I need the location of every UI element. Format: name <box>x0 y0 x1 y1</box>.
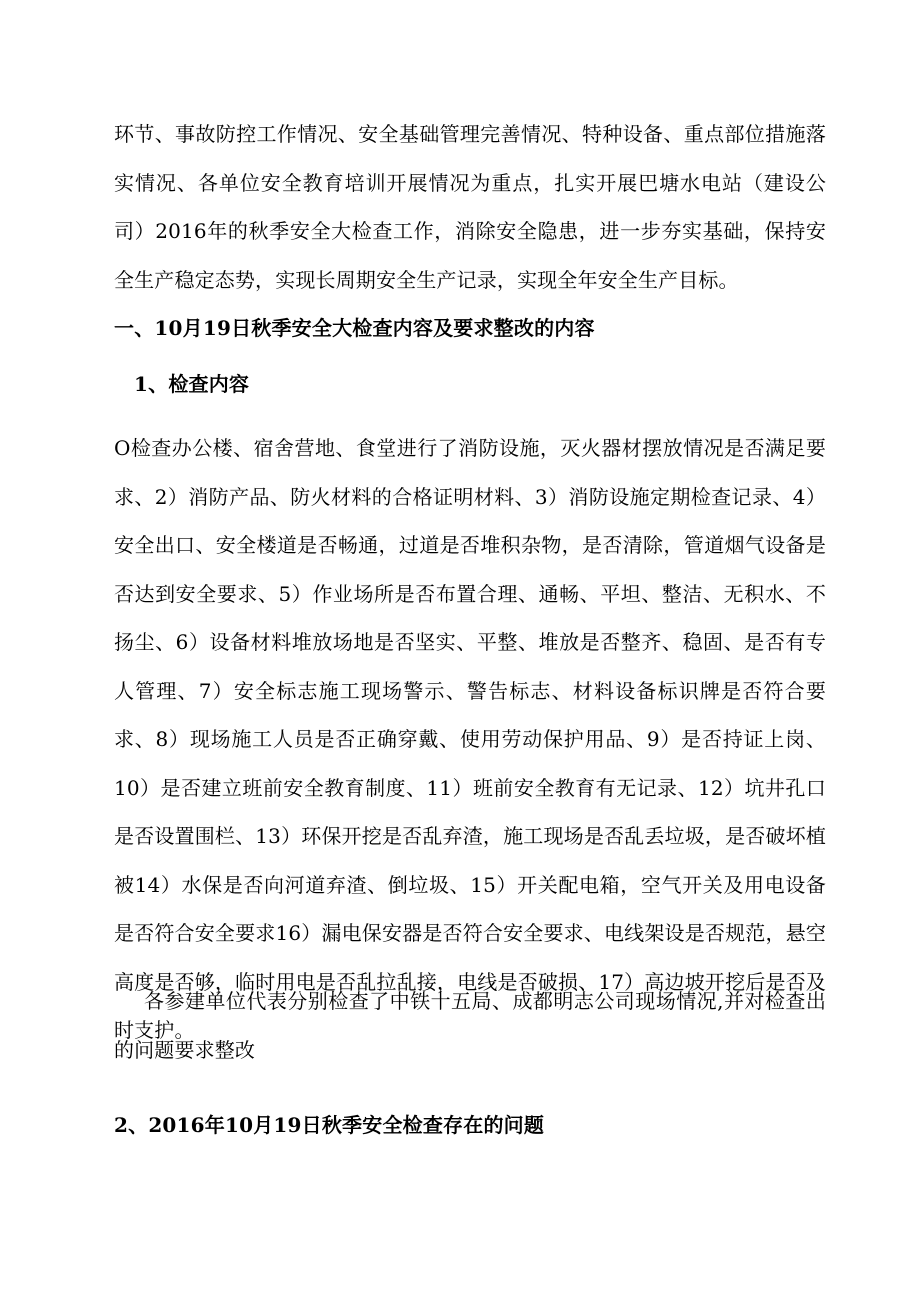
intro-paragraph: 环节、事故防控工作情况、安全基础管理完善情况、特种设备、重点部位措施落实情况、各单位安全教育培训开展情况为重点，扎实开展巴塘水电站（建设公司）2016年的秋季安全大检查工作，消除安全隐患，进一步夯实基础，保持安全生产稳定态势，实现长周期安全生产记录，实现全年安全生产目标。 <box>114 122 826 292</box>
subsection-inspection-content-heading: 1、检查内容 <box>134 372 250 396</box>
inspection-items-paragraph: O检查办公楼、宿舍营地、食堂进行了消防设施，灭火器材摆放情况是否满足要求、2）消防产品、防火材料的合格证明材料、3）消防设施定期检查记录、4）安全出口、安全楼道是否畅通，过道是否堆积杂物，是否清除，管道烟气设备是否达到安全要求、5）作业场所是否布置合理、通畅、平坦、整洁、无积水、不扬尘、6）设备材料堆放场地是否坚实、平整、堆放是否整齐、稳固、是否有专人管理、7）安全标志施工现场警示、警告标志、材料设备标识牌是否符合要求、8）现场施工人员是否正确穿戴、使用劳动保护用品、9）是否持证上岗、10）是否建立班前安全教育制度、11）班前安全教育有无记录、12）坑井孔口是否设置围栏、13）环保开挖是否乱弃渣，施工现场是否乱丢垃圾，是否破坏植被14）水保是否向河道弃渣、倒垃圾、15）开关配电箱，空气开关及用电设备是否符合安全要求16）漏电保安器是否符合安全要求、电线架设是否规范，悬空高度是否够，临时用电是否乱拉乱接，电线是否破损、17）高边坡开挖后是否及时支护。 <box>114 436 826 1042</box>
rectification-note-paragraph: 各参建单位代表分别检查了中铁十五局、成都明志公司现场情况,并对检查出的问题要求整改 <box>114 989 826 1062</box>
section-2-heading: 2、2016年10月19日秋季安全检查存在的问题 <box>114 1113 545 1137</box>
section-1-heading: 一、10月19日秋季安全大检查内容及要求整改的内容 <box>114 316 595 340</box>
